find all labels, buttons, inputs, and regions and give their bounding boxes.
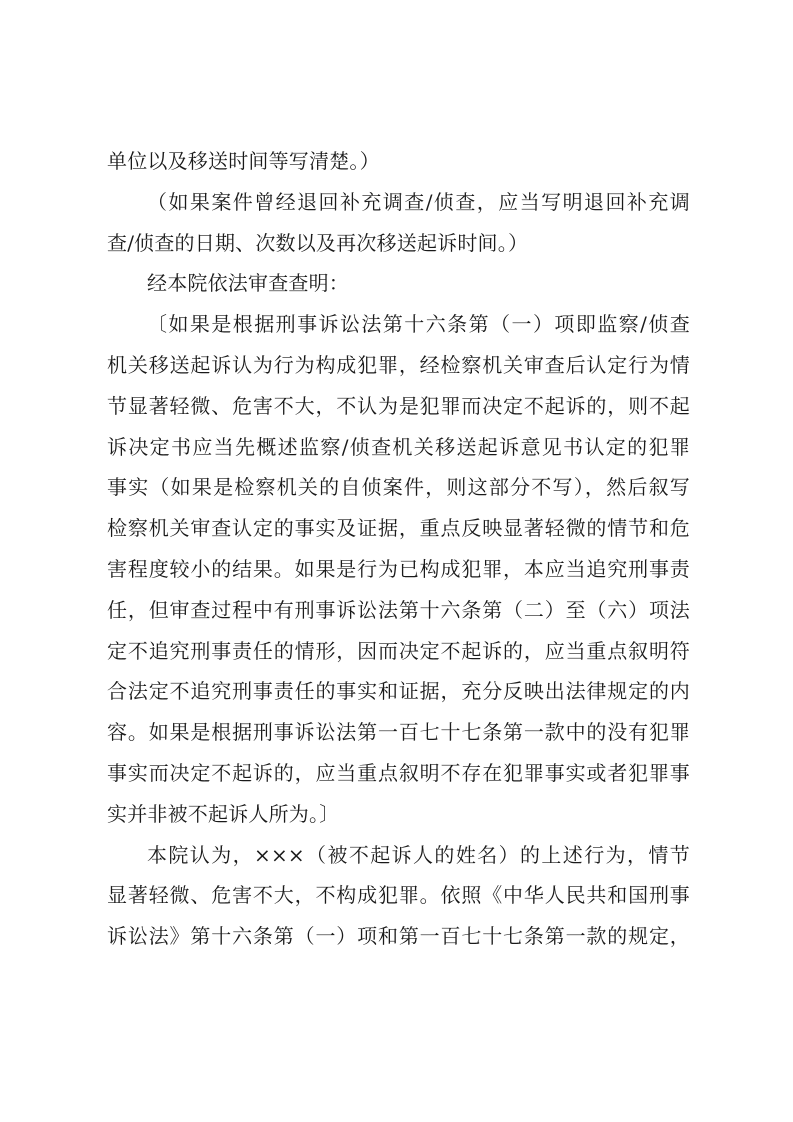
text-line: 检察机关审查认定的事实及证据，重点反映显著轻微的情节和危	[107, 516, 690, 541]
text-line: 实并非被不起诉人所为。〕	[107, 801, 340, 826]
text-line: 经本院依法审查查明：	[147, 271, 349, 296]
text-line: 〔如果是根据刑事诉讼法第十六条第（一）项即监察/侦查	[147, 312, 690, 337]
text-line: 节显著轻微、危害不大，不认为是犯罪而决定不起诉的，则不起	[107, 393, 690, 418]
text-line: 容。如果是根据刑事诉讼法第一百七十七条第一款中的没有犯罪	[107, 720, 690, 745]
text-line: 本院认为，×××（被不起诉人的姓名）的上述行为，情节	[147, 842, 690, 867]
paragraph-2	[107, 182, 690, 264]
paragraph-1	[107, 141, 690, 182]
text-line: 诉决定书应当先概述监察/侦查机关移送起诉意见书认定的犯罪	[107, 434, 690, 459]
text-line: 事实而决定不起诉的，应当重点叙明不存在犯罪事实或者犯罪事	[107, 760, 690, 785]
text-line: 合法定不追究刑事责任的事实和证据，充分反映出法律规定的内	[107, 679, 690, 704]
paragraph-5	[107, 835, 690, 957]
text-line: 单位以及移送时间等写清楚。）	[107, 149, 380, 173]
text-line: 机关移送起诉认为行为构成犯罪，经检察机关审查后认定行为情	[107, 352, 690, 377]
paragraph-3	[107, 263, 690, 304]
paragraph-4	[107, 304, 690, 834]
text-line: 显著轻微、危害不大，不构成犯罪。依照《中华人民共和国刑事	[107, 883, 690, 908]
text-line: 诉讼法》第十六条第（一）项和第一百七十七条第一款的规定，	[107, 924, 690, 949]
text-line: 查/侦查的日期、次数以及再次移送起诉时间。）	[107, 230, 529, 255]
text-line: 事实（如果是检察机关的自侦案件，则这部分不写），然后叙写	[107, 475, 690, 500]
text-line: 害程度较小的结果。如果是行为已构成犯罪，本应当追究刑事责	[107, 556, 690, 581]
text-line: 定不追究刑事责任的情形，因而决定不起诉的，应当重点叙明符	[107, 638, 690, 663]
text-line: （如果案件曾经退回补充调查/侦查，应当写明退回补充调	[147, 189, 690, 214]
text-line: 任，但审查过程中有刑事诉讼法第十六条第（二）至（六）项法	[107, 597, 690, 622]
document-body	[107, 141, 690, 957]
